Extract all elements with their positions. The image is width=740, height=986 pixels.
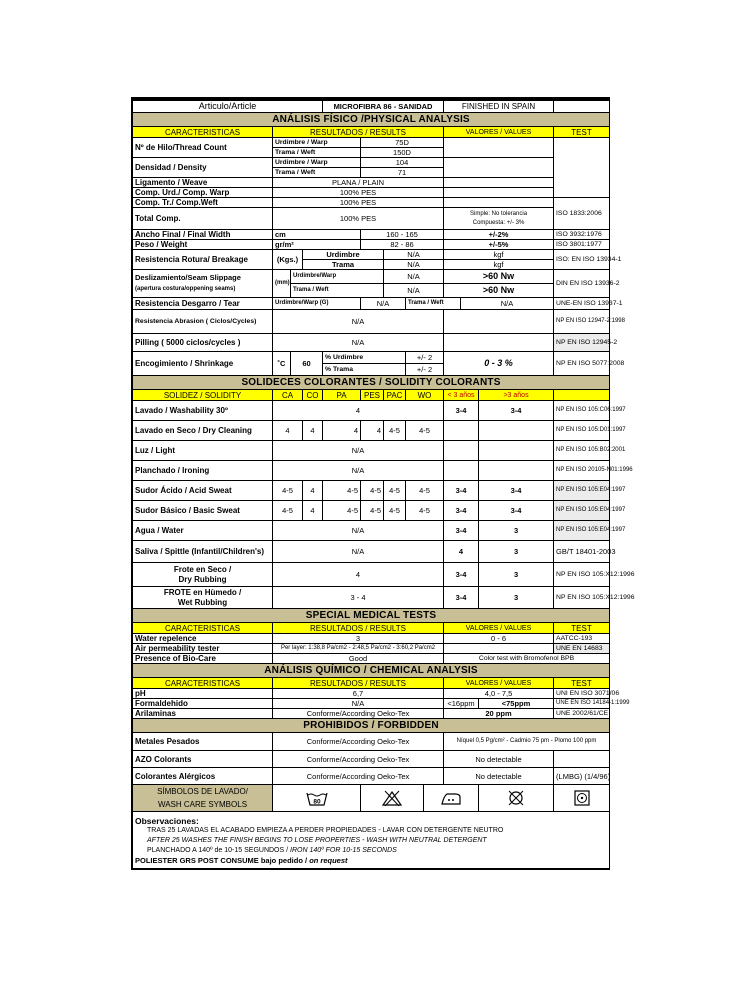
- solidity-under-3: [444, 441, 479, 461]
- seam-slippage-label: [133, 270, 273, 298]
- slippage-warp-limit: >60 Nw: [444, 270, 554, 284]
- breakage-weft-value: N/A: [384, 260, 444, 270]
- solidity-row-label: Luz / Light: [133, 441, 273, 461]
- no-bleach-cell: [361, 785, 424, 812]
- solidity-pes: 4-5: [361, 501, 384, 521]
- solidity-row-label: Lavado en Seco / Dry Cleaning: [133, 421, 273, 441]
- breakage-test: ISO: EN ISO 13934-1: [554, 250, 610, 270]
- thread-count-warp: 75D: [361, 138, 444, 148]
- solidity-over-3: 3: [479, 587, 554, 609]
- ph-label: pH: [133, 689, 273, 699]
- seam-slippage-title: Deslizamiento/Seam Slippage: [135, 273, 241, 282]
- observations-title: Observaciones:: [135, 816, 199, 826]
- solidity-co: 4: [303, 421, 323, 441]
- solidity-row-label: Agua / Water: [133, 521, 273, 541]
- weft-label: Trama / Weft: [273, 168, 361, 178]
- medical-row-value: 0 - 6: [444, 634, 554, 644]
- solidity-over-3: [479, 441, 554, 461]
- abrasion-value: N/A: [273, 310, 444, 334]
- solidity-under-3: 3-4: [444, 401, 479, 421]
- width-value: 160 - 165: [361, 230, 444, 240]
- spec-table: [132, 100, 635, 869]
- col-under-3-years: < 3 años: [444, 390, 479, 401]
- arylamines-limit: 20 ppm: [444, 709, 554, 719]
- shrinkage-label: Encogimiento / Shrinkage: [133, 352, 273, 376]
- shrinkage-warp-value: +/- 2: [406, 352, 444, 364]
- forbidden-title: PROHIBIDOS / FORBIDDEN: [133, 719, 610, 733]
- origin-label: FINISHED IN SPAIN: [444, 101, 554, 113]
- wash-cell: [273, 785, 361, 812]
- blank-cell: [444, 158, 554, 178]
- note-english: IRON 140º FOR 10-15 SECONDS: [290, 847, 397, 854]
- col-characteristics: CARACTERISTICAS: [133, 678, 273, 689]
- solidity-wo: 4-5: [406, 481, 444, 501]
- solidity-wo: 4-5: [406, 501, 444, 521]
- slippage-weft-label: Trama / Weft: [291, 284, 384, 298]
- solidity-test: NP EN ISO 20105-N01:1996: [554, 461, 610, 481]
- solidity-test: GB/T 18401-2003: [554, 541, 610, 563]
- rubbing-subtitle: Dry Rubbing: [178, 574, 227, 584]
- blank-cell: [554, 751, 610, 768]
- solidity-test: NP EN ISO 105:E04:1997: [554, 501, 610, 521]
- pilling-test: NP EN ISO 12945-2: [554, 334, 610, 352]
- medical-row-label: Water repelence: [133, 634, 273, 644]
- solidity-over-3: 3-4: [479, 481, 554, 501]
- note-spanish: POLIESTER GRS POST CONSUME bajo pedido /: [135, 856, 310, 865]
- blank-cell: [554, 138, 610, 198]
- solidity-under-3: [444, 421, 479, 441]
- article-label: Articulo/Article: [133, 101, 323, 113]
- chemical-analysis-title: ANÁLISIS QUÍMICO / CHEMICAL ANALYSIS: [133, 664, 610, 678]
- allergenic-value: No detectable: [444, 768, 554, 785]
- col-wo: WO: [406, 390, 444, 401]
- medical-row-value-test: Color test with Bromofenol BPB: [444, 654, 610, 664]
- formaldehyde-label: Formaldehido: [133, 699, 273, 709]
- breakage-unit: (Kgs.): [273, 250, 303, 270]
- observations: [133, 812, 610, 869]
- col-results: RESULTADOS / RESULTS: [273, 127, 444, 138]
- iron-icon: [439, 790, 463, 806]
- solidity-pa: 4-5: [323, 501, 361, 521]
- col-pac: PAC: [384, 390, 406, 401]
- no-tumble-dry-icon: [507, 789, 525, 807]
- solidity-pes: 4: [361, 421, 384, 441]
- note-line: [135, 856, 607, 866]
- solidity-pes: 4-5: [361, 481, 384, 501]
- blank-cell: [554, 390, 610, 401]
- weight-test: ISO 3801:1977: [554, 240, 610, 250]
- thread-count-weft: 150D: [361, 148, 444, 158]
- col-solidity: SOLIDEZ / SOLIDITY: [133, 390, 273, 401]
- width-label: Ancho Final / Final Width: [133, 230, 273, 240]
- density-label: Densidad / Density: [133, 158, 273, 178]
- solidity-row-value: N/A: [273, 441, 444, 461]
- density-weft: 71: [361, 168, 444, 178]
- tolerance-compound: Compuesta: +/- 3%: [472, 219, 525, 226]
- article-value: MICROFIBRA 86 - SANIDAD: [323, 101, 444, 113]
- shrinkage-weft-value: +/- 2: [406, 364, 444, 376]
- breakage-warp-label: Urdimbre: [303, 250, 384, 260]
- solidity-row-label: Saliva / Spittle (Infantil/Children's): [133, 541, 273, 563]
- tear-warp-value: N/A: [361, 298, 406, 310]
- col-results: RESULTADOS / RESULTS: [273, 623, 444, 634]
- tolerance-simple: Simple: No tolerancia: [470, 210, 528, 217]
- shrinkage-test: NP EN ISO 5077:2008: [554, 352, 610, 376]
- heavy-metals-result: Conforme/According Oeko-Tex: [273, 733, 444, 751]
- pilling-label: Pilling ( 5000 ciclos/cycles ): [133, 334, 273, 352]
- breakage-warp-value: N/A: [384, 250, 444, 260]
- azo-label: AZO Colorants: [133, 751, 273, 768]
- shrinkage-unit: ˚C: [273, 352, 291, 376]
- no-tumble-dry-cell: [479, 785, 554, 812]
- solidity-under-3: 3-4: [444, 481, 479, 501]
- seam-slippage-unit: (mm): [273, 270, 291, 298]
- col-test: TEST: [554, 127, 610, 138]
- slippage-weft-limit: >60 Nw: [444, 284, 554, 298]
- note-line: TRAS 25 LAVADAS EL ACABADO EMPIEZA A PERDER PROPIEDADES - LAVAR CON DETERGENTE NEUTRO: [147, 827, 504, 834]
- slippage-warp-value: N/A: [384, 270, 444, 284]
- solidity-co: 4: [303, 481, 323, 501]
- blank-cell: [444, 310, 554, 334]
- solidity-row-value: N/A: [273, 521, 444, 541]
- weave-label: Ligamento / Weave: [133, 178, 273, 188]
- weave-value: PLANA / PLAIN: [273, 178, 444, 188]
- note-english: on request: [309, 856, 348, 865]
- total-comp-value: 100% PES: [273, 208, 444, 230]
- wash-care-title: SÍMBOLOS DE LAVADO/: [157, 787, 248, 796]
- formaldehyde-limit: <75ppm: [479, 699, 554, 709]
- solidity-row-label: Lavado / Washability 30º: [133, 401, 273, 421]
- spec-sheet: [131, 97, 635, 870]
- solidity-ca: 4: [273, 421, 303, 441]
- ph-test: UNI EN ISO 3071/06: [554, 689, 610, 699]
- solidity-test: NP EN ISO 105:E04:1997: [554, 521, 610, 541]
- composition-test: ISO 1833:2006: [554, 198, 610, 230]
- warp-label: Urdimbre / Warp: [273, 158, 361, 168]
- heavy-metals-label: Metales Pesados: [133, 733, 273, 751]
- col-values: VALORES / VALUES: [444, 127, 554, 138]
- note-line: [135, 846, 607, 856]
- solidity-over-3: 3: [479, 563, 554, 587]
- solidity-row-label: [133, 587, 273, 609]
- tear-label: Resistencia Desgarro / Tear: [133, 298, 273, 310]
- solidity-test: NP EN ISO 105:B02:2001: [554, 441, 610, 461]
- note-line: AFTER 25 WASHES THE FINISH BEGINS TO LOSE PROPERTIES - WASH WITH NEUTRAL DETERGENT: [147, 837, 487, 844]
- comp-weft-value: 100% PES: [273, 198, 444, 208]
- blank-cell: [444, 188, 554, 198]
- col-characteristics: CARACTERISTICAS: [133, 623, 273, 634]
- col-results: RESULTADOS / RESULTS: [273, 678, 444, 689]
- solidity-title: SOLIDECES COLORANTES / SOLIDITY COLORANTS: [133, 376, 610, 390]
- formaldehyde-result: N/A: [273, 699, 444, 709]
- solidity-row-label: Sudor Ácido / Acid Sweat: [133, 481, 273, 501]
- width-test: ISO 3932:1976: [554, 230, 610, 240]
- solidity-row-label: Sudor Básico / Basic Sweat: [133, 501, 273, 521]
- rubbing-title: FROTE en Hùmedo /: [163, 587, 242, 597]
- slippage-warp-label: Urdimbre/Warp: [291, 270, 384, 284]
- iron-cell: [424, 785, 479, 812]
- formaldehyde-limit-infant: <16ppm: [444, 699, 479, 709]
- ph-value: 4,0 - 7,5: [444, 689, 554, 699]
- dry-clean-icon: [573, 789, 591, 807]
- slippage-weft-value: N/A: [384, 284, 444, 298]
- comp-warp-value: 100% PES: [273, 188, 444, 198]
- blank-cell: [444, 138, 554, 158]
- solidity-over-3: [479, 421, 554, 441]
- medical-row-label: Air permeability tester: [133, 644, 273, 654]
- col-pes: PES: [361, 390, 384, 401]
- total-comp-tolerance: [444, 208, 554, 230]
- abrasion-test: NP EN ISO 12947-2:1998: [554, 310, 610, 334]
- tear-weft-value: N/A: [461, 298, 554, 310]
- solidity-pa: 4: [323, 421, 361, 441]
- blank-cell: [444, 334, 554, 352]
- rubbing-subtitle: Wet Rubbing: [177, 597, 228, 607]
- solidity-under-3: 3-4: [444, 563, 479, 587]
- col-pa: PA: [323, 390, 361, 401]
- weight-tolerance: +/-5%: [444, 240, 554, 250]
- solidity-pac: 4-5: [384, 421, 406, 441]
- solidity-pac: 4-5: [384, 481, 406, 501]
- allergenic-test: (LMBG) (1/4/96): [554, 768, 610, 785]
- weight-value: 82 - 86: [361, 240, 444, 250]
- solidity-row-value: 4: [273, 401, 444, 421]
- solidity-row-value: N/A: [273, 541, 444, 563]
- blank-cell: [444, 198, 554, 208]
- density-warp: 104: [361, 158, 444, 168]
- weft-label: Trama / Weft: [273, 148, 361, 158]
- seam-slippage-subtitle: (apertura costura/oppening seams): [135, 286, 236, 292]
- comp-weft-label: Comp. Tr./ Comp.Weft: [133, 198, 273, 208]
- medical-row-test: UNE EN 14683: [554, 644, 610, 654]
- col-values: VALORES / VALUES: [444, 678, 554, 689]
- wash-icon: [305, 790, 329, 806]
- solidity-ca: 4-5: [273, 501, 303, 521]
- shrinkage-temp: 60: [291, 352, 323, 376]
- solidity-test: NP EN ISO 105:X12:1996: [554, 563, 610, 587]
- weight-label: Peso / Weight: [133, 240, 273, 250]
- col-co: CO: [303, 390, 323, 401]
- medical-row-result: 3: [273, 634, 444, 644]
- col-characteristics: CARACTERISTICAS: [133, 127, 273, 138]
- col-test: TEST: [554, 623, 610, 634]
- solidity-under-3: 3-4: [444, 587, 479, 609]
- blank-cell: [444, 178, 554, 188]
- solidity-wo: 4-5: [406, 421, 444, 441]
- arylamines-test: UNE 2002/61/CE: [554, 709, 610, 719]
- medical-row-value: [444, 644, 554, 654]
- blank-cell: [554, 101, 610, 113]
- solidity-test: NP EN ISO 105:C06:1997: [554, 401, 610, 421]
- ph-result: 6,7: [273, 689, 444, 699]
- breakage-weft-label: Trama: [303, 260, 384, 270]
- total-comp-label: Total Comp.: [133, 208, 273, 230]
- solidity-test: NP EN ISO 105:X12:1996: [554, 587, 610, 609]
- solidity-over-3: 3: [479, 541, 554, 563]
- dry-clean-cell: [554, 785, 610, 812]
- tear-test: UNE-EN ISO 13937-1: [554, 298, 610, 310]
- solidity-under-3: 4: [444, 541, 479, 563]
- wash-care-subtitle: WASH CARE SYMBOLS: [157, 800, 248, 809]
- solidity-under-3: 3-4: [444, 521, 479, 541]
- medical-row-test: AATCC-193: [554, 634, 610, 644]
- medical-row-label: Presence of Bio-Care: [133, 654, 273, 664]
- tear-warp-label: Urdimbre/Warp (G): [273, 298, 361, 310]
- solidity-row-value: 4: [273, 563, 444, 587]
- solidity-test: NP EN ISO 105:E04:1997: [554, 481, 610, 501]
- solidity-under-3: [444, 461, 479, 481]
- tear-weft-label: Trama / Weft: [406, 298, 461, 310]
- col-test: TEST: [554, 678, 610, 689]
- breakage-warp-unit: kgf: [444, 250, 554, 260]
- solidity-over-3: 3-4: [479, 501, 554, 521]
- allergenic-result: Conforme/According Oeko-Tex: [273, 768, 444, 785]
- shrinkage-warp-label: % Urdimbre: [323, 352, 406, 364]
- solidity-over-3: 3-4: [479, 401, 554, 421]
- note-spanish: PLANCHADO A 140º de 10-15 SEGUNDOS /: [147, 847, 291, 854]
- medical-row-result: Good: [273, 654, 444, 664]
- solidity-co: 4: [303, 501, 323, 521]
- width-tolerance: +/-2%: [444, 230, 554, 240]
- col-values: VALORES / VALUES: [444, 623, 554, 634]
- pilling-value: N/A: [273, 334, 444, 352]
- thread-count-label: Nº de Hilo/Thread Count: [133, 138, 273, 158]
- solidity-row-value: N/A: [273, 461, 444, 481]
- breakage-label: Resistencia Rotura/ Breakage: [133, 250, 273, 270]
- arylamines-result: Conforme/According Oeko-Tex: [273, 709, 444, 719]
- azo-value: No detectable: [444, 751, 554, 768]
- breakage-weft-unit: kgf: [444, 260, 554, 270]
- solidity-pa: 4-5: [323, 481, 361, 501]
- formaldehyde-test: UNE EN ISO 14184-1:1999: [554, 699, 610, 709]
- comp-warp-label: Comp. Urd./ Comp. Warp: [133, 188, 273, 198]
- weight-unit: gr/m²: [273, 240, 361, 250]
- col-ca: CA: [273, 390, 303, 401]
- solidity-over-3: 3: [479, 521, 554, 541]
- arylamines-label: Arilaminas: [133, 709, 273, 719]
- shrinkage-limit: 0 - 3 %: [444, 352, 554, 376]
- solidity-row-label: Planchado / Ironing: [133, 461, 273, 481]
- wash-care-label: [133, 785, 273, 812]
- solidity-test: NP EN ISO 105:D01:1997: [554, 421, 610, 441]
- solidity-row-value: 3 - 4: [273, 587, 444, 609]
- warp-label: Urdimbre / Warp: [273, 138, 361, 148]
- physical-analysis-title: ANÁLISIS FÍSICO /PHYSICAL ANALYSIS: [133, 113, 610, 127]
- wash-temperature: 80: [312, 798, 321, 806]
- no-bleach-icon: [381, 790, 403, 806]
- allergenic-label: Colorantes Alérgicos: [133, 768, 273, 785]
- width-unit: cm: [273, 230, 361, 240]
- col-over-3-years: >3 años: [479, 390, 554, 401]
- solidity-under-3: 3-4: [444, 501, 479, 521]
- shrinkage-weft-label: % Trama: [323, 364, 406, 376]
- medical-tests-title: SPECIAL MEDICAL TESTS: [133, 609, 610, 623]
- medical-row-result: Per layer: 1:38,8 Pa/cm2 - 2:48,5 Pa/cm2 - 3:60,2 Pa/cm2: [273, 644, 444, 654]
- rubbing-title: Frote en Seco /: [173, 564, 232, 574]
- solidity-over-3: [479, 461, 554, 481]
- abrasion-label: Resistencia Abrasion ( Ciclos/Cycles): [133, 310, 273, 334]
- solidity-ca: 4-5: [273, 481, 303, 501]
- solidity-pac: 4-5: [384, 501, 406, 521]
- heavy-metals-limits: Níquel 0,5 Pg/cm² - Cadmio 75 pm - Plomo 100 ppm: [444, 733, 610, 751]
- azo-result: Conforme/According Oeko-Tex: [273, 751, 444, 768]
- slippage-test: DIN EN ISO 13936-2: [554, 270, 610, 298]
- solidity-row-label: [133, 563, 273, 587]
